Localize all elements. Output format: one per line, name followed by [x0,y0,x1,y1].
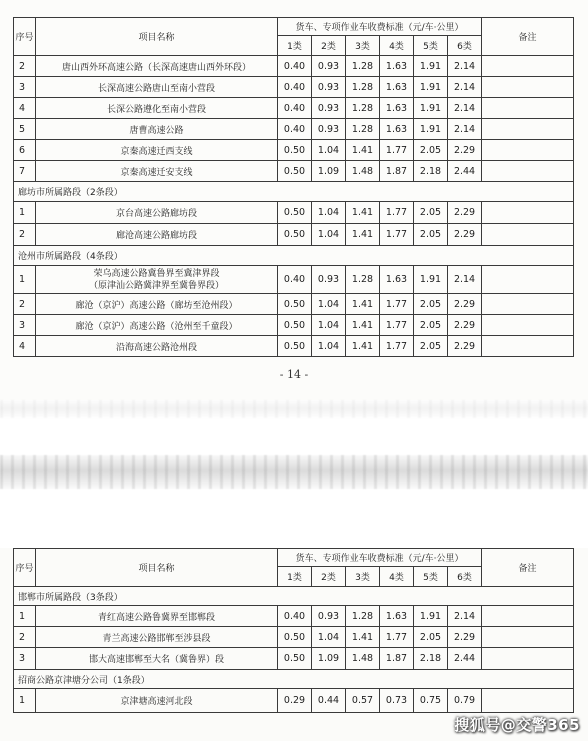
col-header-class-5: 5类 [414,567,448,587]
col-header-seq: 序号 [14,549,36,587]
col-header-class-4: 4类 [380,567,414,587]
note-cell [482,315,574,336]
rate-cell: 1.04 [312,224,346,246]
rate-cell: 1.28 [346,56,380,77]
rate-cell: 2.44 [448,161,482,182]
row-seq: 1 [14,202,36,224]
rate-cell: 2.29 [448,627,482,648]
row-seq: 6 [14,140,36,161]
rate-cell: 1.41 [346,202,380,224]
note-cell [482,77,574,98]
rate-cell: 1.04 [312,315,346,336]
rate-cell: 1.77 [380,140,414,161]
col-header-rate-group: 货车、专项作业车收费标准（元/车·公里） [278,549,482,567]
row-seq: 3 [14,315,36,336]
row-seq: 3 [14,77,36,98]
rate-cell: 1.77 [380,224,414,246]
col-header-rate-group: 货车、专项作业车收费标准（元/车·公里） [278,18,482,36]
rate-cell: 1.63 [380,266,414,294]
rate-cell: 0.50 [278,140,312,161]
rate-cell: 1.63 [380,606,414,627]
rate-cell: 2.05 [414,202,448,224]
col-header-class-3: 3类 [346,567,380,587]
rate-cell: 2.14 [448,606,482,627]
note-cell [482,140,574,161]
rate-cell: 1.48 [346,648,380,670]
table-row [14,98,574,119]
rate-cell: 2.29 [448,336,482,357]
rate-cell: 1.63 [380,98,414,119]
rate-cell: 1.63 [380,56,414,77]
col-header-class-1: 1类 [278,567,312,587]
rate-cell: 1.41 [346,224,380,246]
rate-cell: 2.29 [448,224,482,246]
note-cell [482,56,574,77]
row-seq: 2 [14,294,36,315]
col-header-class-2: 2类 [312,567,346,587]
note-cell [482,336,574,357]
section-row [14,670,574,689]
rate-cell: 2.29 [448,202,482,224]
section-title: 沧州市所属路段（4条段） [14,246,574,266]
rate-cell: 1.77 [380,202,414,224]
note-cell [482,266,574,294]
rate-cell: 0.50 [278,161,312,182]
rate-cell: 1.41 [346,140,380,161]
rate-cell: 0.50 [278,336,312,357]
rate-cell: 0.93 [312,56,346,77]
table-row [14,266,574,294]
rate-cell: 0.93 [312,266,346,294]
rate-cell: 1.87 [380,648,414,670]
col-header-class-2: 2类 [312,36,346,56]
rate-cell: 1.48 [346,161,380,182]
col-header-class-4: 4类 [380,36,414,56]
rate-cell: 1.91 [414,56,448,77]
table-row [14,627,574,648]
rate-cell: 2.44 [448,648,482,670]
road-name: 廊沧高速公路廊坊段 [36,224,278,246]
rate-cell: 1.28 [346,266,380,294]
road-name: 廊沧（京沪）高速公路（廊坊至沧州段） [36,294,278,315]
road-name: 长深公路遵化至南小营段 [36,98,278,119]
rate-cell: 0.40 [278,56,312,77]
road-name: 京秦高速迁安支线 [36,161,278,182]
section-row [14,182,574,202]
rate-cell: 0.50 [278,294,312,315]
table-row [14,336,574,357]
rate-cell: 0.40 [278,266,312,294]
rate-cell: 2.05 [414,294,448,315]
rate-cell: 2.05 [414,140,448,161]
rate-cell: 1.41 [346,294,380,315]
rate-cell: 1.41 [346,336,380,357]
table-row [14,77,574,98]
rate-cell: 0.93 [312,606,346,627]
rate-cell: 0.40 [278,98,312,119]
rate-cell: 0.40 [278,119,312,140]
note-cell [482,627,574,648]
col-header-note: 备注 [482,549,574,587]
table-row [14,648,574,670]
table-row [14,294,574,315]
rate-cell: 2.14 [448,56,482,77]
rate-cell: 1.87 [380,161,414,182]
section-title: 招商公路京津塘分公司（1条段） [14,670,574,689]
col-header-class-6: 6类 [448,567,482,587]
road-name: 青红高速公路鲁冀界至邯郸段 [36,606,278,627]
rate-cell: 1.04 [312,140,346,161]
rate-cell: 1.41 [346,315,380,336]
row-seq: 2 [14,224,36,246]
road-name: 唐山西外环高速公路（长深高速唐山西外环段） [36,56,278,77]
section-title: 廊坊市所属路段（2条段） [14,182,574,202]
row-seq: 4 [14,336,36,357]
toll-table-lower [13,548,574,713]
rate-cell: 2.18 [414,161,448,182]
rate-cell: 0.50 [278,627,312,648]
rate-cell: 0.79 [448,689,482,713]
road-name-line-2: （原津汕公路冀津界至冀鲁界段） [88,280,224,291]
note-cell [482,689,574,713]
rate-cell: 2.14 [448,77,482,98]
rate-cell: 1.91 [414,266,448,294]
rate-cell: 2.05 [414,336,448,357]
rate-cell: 1.77 [380,627,414,648]
col-header-class-6: 6类 [448,36,482,56]
note-cell [482,224,574,246]
table-row [14,224,574,246]
road-name: 青兰高速公路邯郸至涉县段 [36,627,278,648]
rate-cell: 2.05 [414,224,448,246]
rate-cell: 0.50 [278,224,312,246]
rate-cell: 1.28 [346,77,380,98]
table-row [14,56,574,77]
section-row [14,587,574,606]
rate-cell: 0.75 [414,689,448,713]
rate-cell: 1.04 [312,627,346,648]
rate-cell: 2.29 [448,294,482,315]
note-cell [482,294,574,315]
rate-cell: 1.09 [312,648,346,670]
rate-cell: 0.29 [278,689,312,713]
rate-cell: 1.04 [312,202,346,224]
row-seq: 2 [14,56,36,77]
rate-cell: 0.44 [312,689,346,713]
row-seq: 1 [14,606,36,627]
rate-cell: 1.77 [380,336,414,357]
road-name [36,266,278,294]
rate-cell: 1.91 [414,119,448,140]
col-header-class-5: 5类 [414,36,448,56]
rate-cell: 0.93 [312,77,346,98]
rate-cell: 0.93 [312,119,346,140]
rate-cell: 1.91 [414,98,448,119]
section-title: 邯郸市所属路段（3条段） [14,587,574,606]
rate-cell: 1.28 [346,119,380,140]
scan-artifact-strip [0,455,588,489]
road-name: 沿海高速公路沧州段 [36,336,278,357]
road-name: 京秦高速迁西支线 [36,140,278,161]
note-cell [482,606,574,627]
row-seq: 2 [14,627,36,648]
rate-cell: 1.91 [414,606,448,627]
road-name: 京津塘高速河北段 [36,689,278,713]
road-name-line-1: 荣乌高速公路冀鲁界至冀津界段 [93,268,220,279]
row-seq: 3 [14,648,36,670]
scan-artifact-thin [0,400,588,418]
rate-cell: 2.14 [448,119,482,140]
row-seq: 7 [14,161,36,182]
col-header-item: 项目名称 [36,549,278,587]
row-seq: 5 [14,119,36,140]
table-row [14,161,574,182]
road-name: 廊沧（京沪）高速公路（沧州至千童段） [36,315,278,336]
rate-cell: 2.14 [448,266,482,294]
rate-cell: 1.77 [380,294,414,315]
rate-cell: 1.09 [312,161,346,182]
table-row [14,689,574,713]
rate-cell: 0.57 [346,689,380,713]
rate-cell: 0.93 [312,98,346,119]
rate-cell: 1.04 [312,336,346,357]
note-cell [482,98,574,119]
rate-cell: 2.05 [414,315,448,336]
rate-cell: 0.40 [278,77,312,98]
rate-cell: 0.40 [278,606,312,627]
rate-cell: 1.28 [346,606,380,627]
note-cell [482,648,574,670]
rate-cell: 2.18 [414,648,448,670]
rate-cell: 0.73 [380,689,414,713]
rate-cell: 1.04 [312,294,346,315]
col-header-class-3: 3类 [346,36,380,56]
col-header-seq: 序号 [14,18,36,56]
road-name: 长深高速公路唐山至南小营段 [36,77,278,98]
road-name: 唐曹高速公路 [36,119,278,140]
rate-cell: 0.50 [278,648,312,670]
table-row [14,140,574,161]
table-row [14,606,574,627]
note-cell [482,119,574,140]
rate-cell: 1.41 [346,627,380,648]
page-number: - 14 - [279,368,309,381]
note-cell [482,161,574,182]
table-row [14,119,574,140]
rate-cell: 2.14 [448,98,482,119]
rate-cell: 1.77 [380,315,414,336]
toll-table-upper [13,17,574,357]
rate-cell: 2.29 [448,140,482,161]
col-header-class-1: 1类 [278,36,312,56]
watermark: 搜狐号@交警365 [454,716,580,734]
table-row [14,202,574,224]
row-seq: 1 [14,266,36,294]
table-row [14,315,574,336]
rate-cell: 2.29 [448,315,482,336]
rate-cell: 0.50 [278,315,312,336]
section-row [14,246,574,266]
col-header-item: 项目名称 [36,18,278,56]
road-name: 京台高速公路廊坊段 [36,202,278,224]
rate-cell: 2.05 [414,627,448,648]
rate-cell: 1.28 [346,98,380,119]
note-cell [482,202,574,224]
road-name: 邯大高速邯郸至大名（冀鲁界）段 [36,648,278,670]
row-seq: 4 [14,98,36,119]
rate-cell: 0.50 [278,202,312,224]
rate-cell: 1.63 [380,119,414,140]
rate-cell: 1.91 [414,77,448,98]
col-header-note: 备注 [482,18,574,56]
row-seq: 1 [14,689,36,713]
rate-cell: 1.63 [380,77,414,98]
